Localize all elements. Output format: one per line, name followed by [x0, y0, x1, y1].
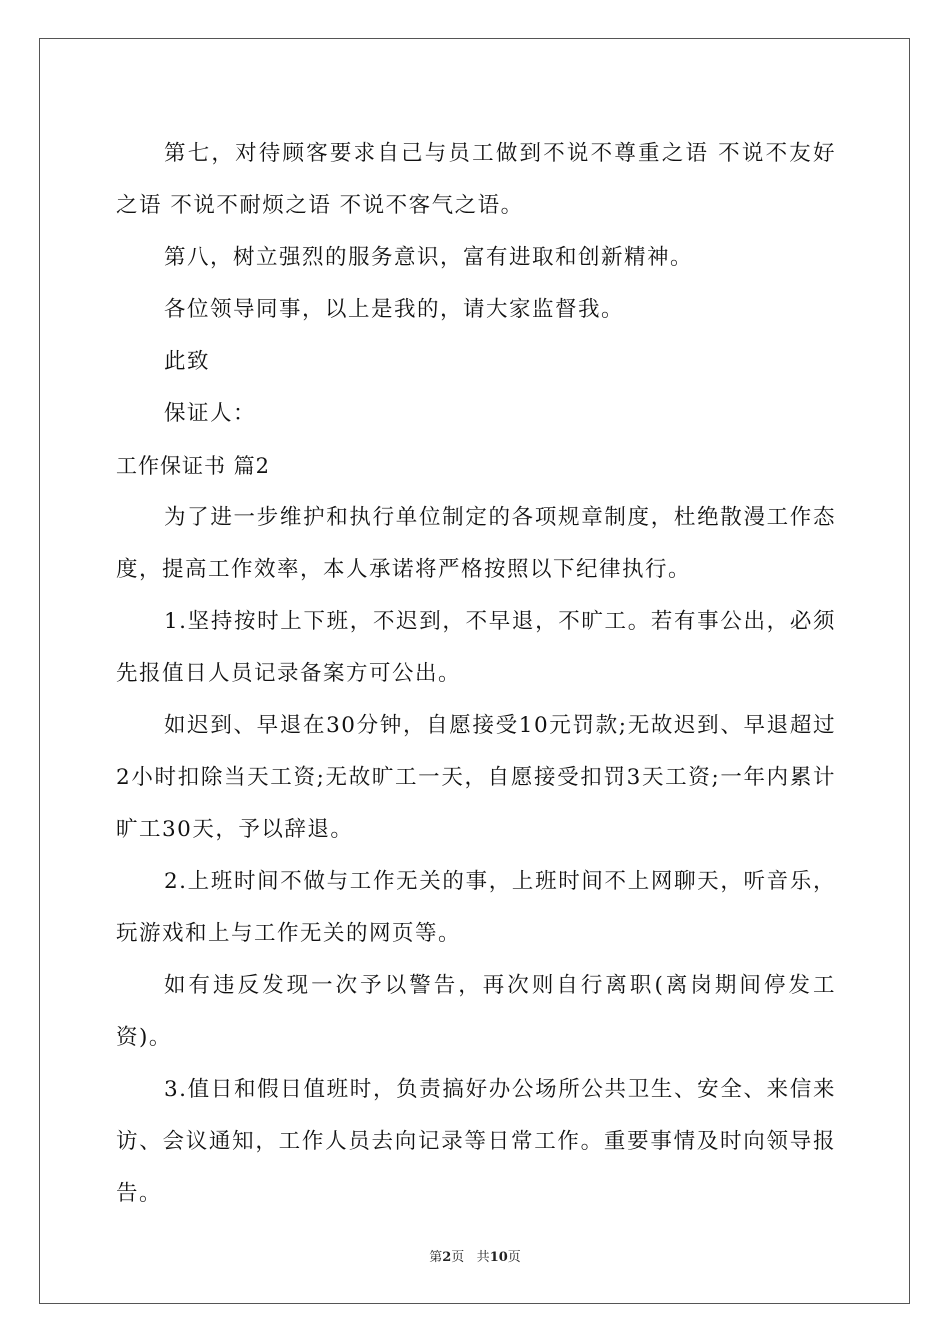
- paragraph-salutation: 此致: [164, 349, 211, 374]
- paragraph-rule-1: 1.坚持按时上下班，不迟到，不早退，不旷工。若有事公出，必须先报值日人员记录备案方可公出。: [116, 609, 836, 686]
- page-number: 2: [442, 1250, 452, 1265]
- total-pages: 10: [489, 1250, 508, 1265]
- total-suffix: 页: [507, 1250, 521, 1265]
- section-heading: 工作保证书 篇2: [116, 454, 271, 478]
- paragraph-rule-2-penalty: 如有违反发现一次予以警告，再次则自行离职(离岗期间停发工资)。: [116, 973, 836, 1050]
- page-suffix: 页: [451, 1250, 465, 1265]
- paragraph-rule-2: 2.上班时间不做与工作无关的事，上班时间不上网聊天，听音乐，玩游戏和上与工作无关的网页等。: [116, 869, 836, 946]
- document-body: [116, 128, 836, 1220]
- total-prefix: 共: [476, 1250, 490, 1265]
- paragraph-rule-3: 3.值日和假日值班时，负责搞好办公场所公共卫生、安全、来信来访、会议通知，工作人员去向记录等日常工作。重要事情及时向领导报告。: [116, 1077, 836, 1206]
- page-footer: [0, 1246, 950, 1265]
- paragraph-rule-1-penalty: 如迟到、早退在30分钟，自愿接受10元罚款;无故迟到、早退超过2小时扣除当天工资;无故旷工一天，自愿接受扣罚3天工资;一年内累计旷工30天，予以辞退。: [116, 713, 836, 842]
- paragraph-closing: 各位领导同事，以上是我的，请大家监督我。: [164, 297, 625, 322]
- page-prefix: 第: [429, 1250, 443, 1265]
- paragraph-seventh: 第七，对待顾客要求自己与员工做到不说不尊重之语 不说不友好之语 不说不耐烦之语 不说不客气之语。: [116, 141, 836, 218]
- paragraph-intro: 为了进一步维护和执行单位制定的各项规章制度，杜绝散漫工作态度，提高工作效率，本人承诺将严格按照以下纪律执行。: [116, 505, 836, 582]
- paragraph-guarantor: 保证人：: [164, 401, 257, 426]
- paragraph-eighth: 第八，树立强烈的服务意识，富有进取和创新精神。: [164, 245, 694, 270]
